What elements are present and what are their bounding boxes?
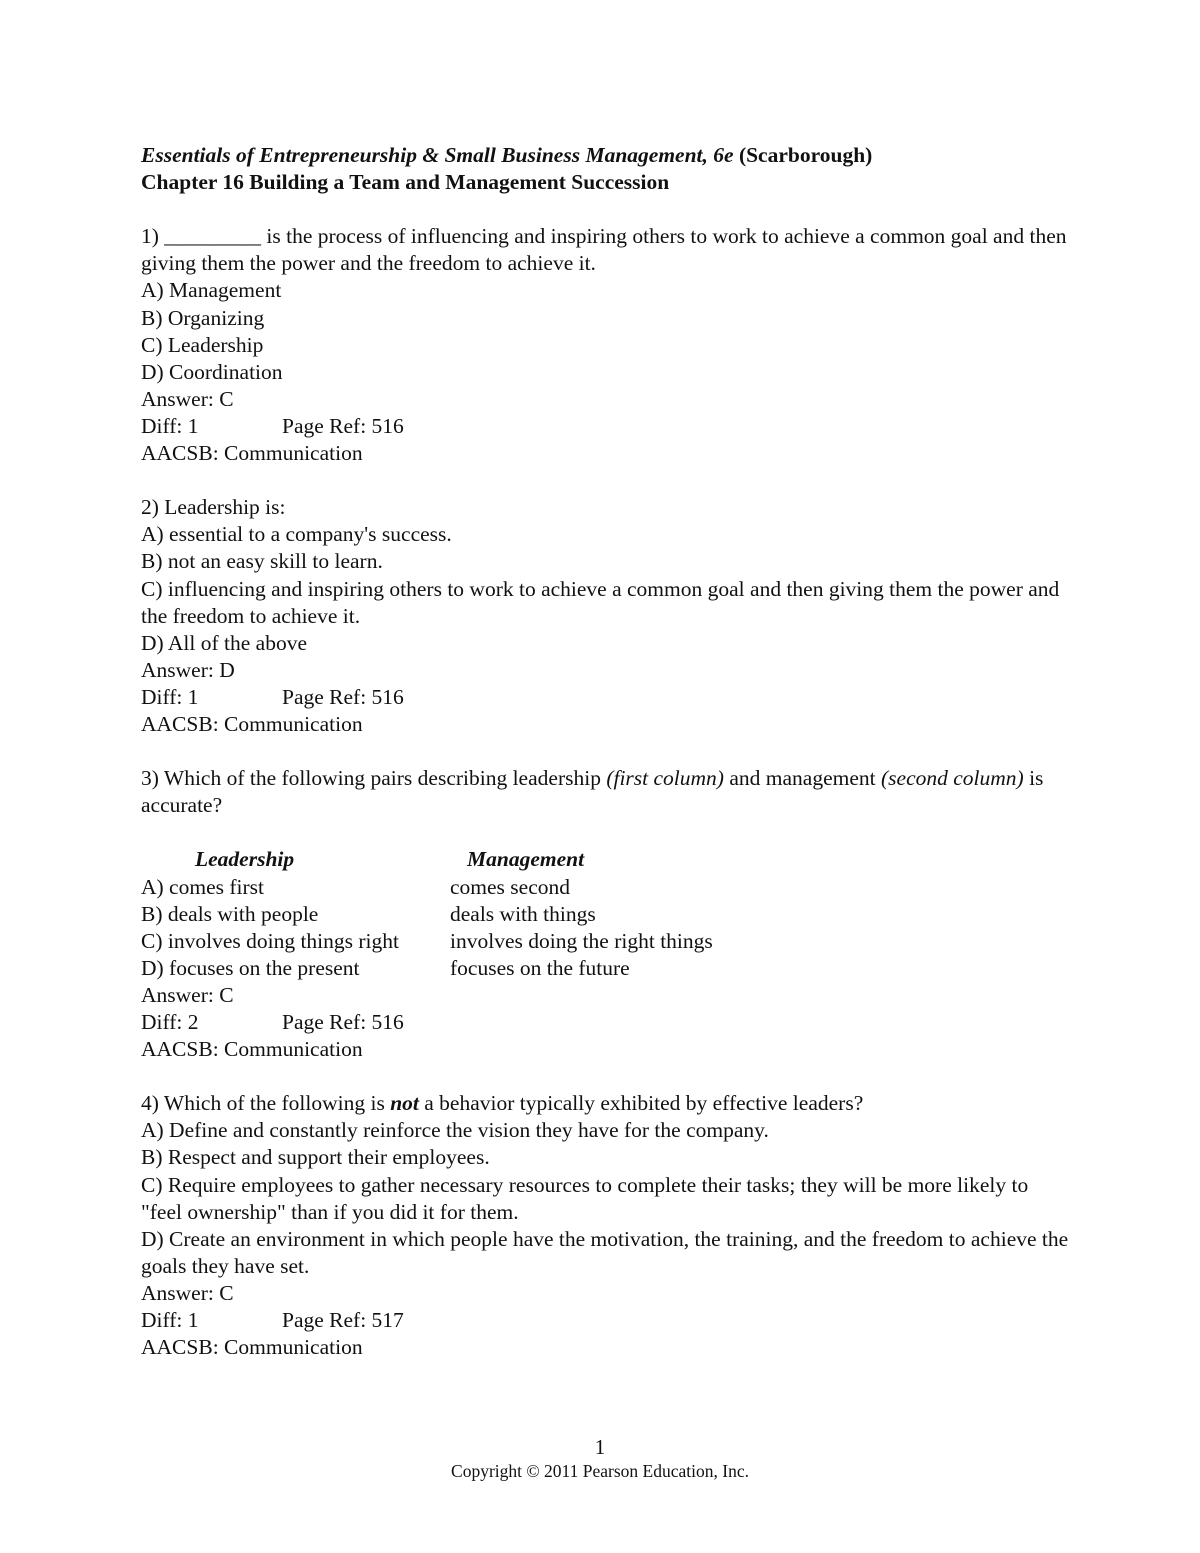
page-content [141, 142, 1071, 1361]
aacsb-tag: AACSB: Communication [141, 441, 363, 466]
answer-option: C) Require employees to gather necessary resources to complete their tasks; they will be more likely to "feel ownership" than if you did it for them. [141, 1172, 1029, 1224]
table-row [141, 874, 1071, 901]
table-cell: comes second [450, 874, 571, 899]
chapter-title: Chapter 16 Building a Team and Management Succession [141, 170, 670, 195]
answer-option: C) influencing and inspiring others to work to achieve a common goal and then giving them the power and the freedom to achieve it. [141, 576, 1060, 628]
page-ref: Page Ref: 517 [282, 1308, 404, 1333]
answer-option: C) Leadership [141, 332, 264, 357]
answer-key: Answer: C [141, 982, 234, 1007]
answer-option: D) Coordination [141, 359, 283, 384]
book-author: (Scarborough) [733, 143, 873, 167]
answer-option: B) Organizing [141, 305, 265, 330]
page-ref: Page Ref: 516 [282, 413, 404, 438]
column-header-leadership: Leadership [195, 847, 295, 872]
book-title-line [141, 142, 1071, 169]
answer-option: A) Management [141, 278, 282, 303]
answer-option: B) Respect and support their employees. [141, 1145, 490, 1170]
difficulty: Diff: 1 [141, 684, 199, 709]
table-header [141, 846, 1071, 873]
aacsb-tag: AACSB: Communication [141, 1037, 363, 1062]
stem-text: 3) Which of the following pairs describing leadership [141, 766, 607, 791]
table-cell: involves doing the right things [450, 928, 713, 953]
answer-key: Answer: D [141, 657, 235, 682]
table-cell: deals with things [450, 901, 596, 926]
difficulty-row [141, 684, 1071, 711]
aacsb-tag: AACSB: Communication [141, 1335, 363, 1360]
comparison-table [141, 846, 1071, 981]
difficulty: Diff: 1 [141, 1308, 199, 1333]
stem-text: and management [723, 766, 881, 791]
question-stem: 1) _________ is the process of influencing and inspiring others to work to achieve a common goal and then giving them the power and the freedom to achieve it. [141, 224, 1067, 276]
difficulty: Diff: 2 [141, 1010, 199, 1034]
answer-option: A) essential to a company's success. [141, 522, 452, 547]
difficulty: Diff: 1 [141, 413, 199, 438]
column-header-management: Management [467, 847, 585, 872]
table-cell: D) focuses on the present [141, 955, 360, 980]
stem-emphasis: not [390, 1091, 419, 1116]
table-row [141, 901, 1071, 928]
answer-option: D) Create an environment in which people have the motivation, the training, and the freedom to achieve the goals they have set. [141, 1226, 1069, 1278]
table-cell: A) comes first [141, 874, 264, 899]
stem-emphasis: (second column) [881, 766, 1024, 791]
page-ref: Page Ref: 516 [282, 684, 404, 709]
question-stem [141, 765, 1071, 819]
table-cell: B) deals with people [141, 901, 319, 926]
question-3 [141, 765, 1071, 1063]
stem-emphasis: (first column) [606, 766, 724, 791]
difficulty-row [141, 1307, 1071, 1334]
question-stem [141, 1090, 1071, 1117]
book-title: Essentials of Entrepreneurship & Small Business Management, 6e [141, 143, 734, 167]
stem-text: 4) Which of the following is [141, 1091, 391, 1116]
difficulty-row [141, 413, 1071, 440]
answer-option: A) Define and constantly reinforce the vision they have for the company. [141, 1118, 769, 1143]
page-number: 1 [594, 1435, 606, 1459]
aacsb-tag: AACSB: Communication [141, 711, 363, 736]
question-2 [141, 494, 1071, 738]
difficulty-row [141, 1009, 1071, 1036]
copyright-notice: Copyright © 2011 Pearson Education, Inc. [451, 1461, 749, 1481]
page-ref: Page Ref: 516 [282, 1010, 404, 1034]
answer-option: D) All of the above [141, 630, 307, 655]
stem-text: a behavior typically exhibited by effective leaders? [418, 1091, 864, 1116]
answer-key: Answer: C [141, 1280, 234, 1305]
stem-text: is accurate? [141, 766, 1044, 818]
question-4 [141, 1090, 1071, 1361]
answer-option: B) not an easy skill to learn. [141, 549, 383, 574]
question-1 [141, 223, 1071, 467]
table-row [141, 928, 1071, 955]
table-cell: C) involves doing things right [141, 928, 399, 953]
answer-key: Answer: C [141, 386, 234, 411]
table-cell: focuses on the future [450, 955, 630, 980]
question-stem: 2) Leadership is: [141, 495, 286, 520]
table-row [141, 955, 1071, 982]
